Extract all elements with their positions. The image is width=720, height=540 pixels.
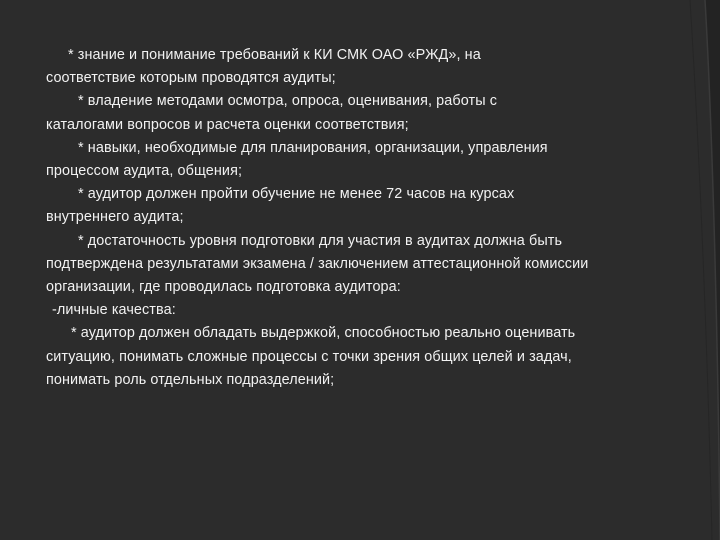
text-line-15: понимать роль отдельных подразделений; (46, 371, 335, 388)
slide-text-body (46, 44, 686, 392)
text-line-10: подтверждена результатами экзамена / заключением аттестационной комиссии (46, 255, 589, 272)
text-line-4: каталогами вопросов и расчета оценки соответствия; (46, 116, 409, 133)
text-line-7: * аудитор должен пройти обучение не менее 72 часов на курсах (78, 186, 515, 203)
text-line-1: * знание и понимание требований к КИ СМК ОАО «РЖД», на (68, 47, 481, 63)
text-line-13: * аудитор должен обладать выдержкой, способностью реально оценивать (71, 325, 576, 342)
text-line-14: ситуацию, понимать сложные процессы с точки зрения общих целей и задач, (46, 348, 572, 365)
text-line-12: -личные качества: (52, 302, 176, 319)
text-line-11: организации, где проводилась подготовка аудитора: (46, 279, 401, 296)
text-line-6: процессом аудита, общения; (46, 163, 243, 180)
text-line-3: * владение методами осмотра, опроса, оценивания, работы с (78, 93, 498, 110)
text-line-2: соответствие которым проводятся аудиты; (46, 70, 336, 87)
text-line-5: * навыки, необходимые для планирования, организации, управления (78, 139, 548, 156)
text-line-9: * достаточность уровня подготовки для участия в аудитах должна быть (78, 232, 563, 249)
text-line-8: внутреннего аудита; (46, 209, 184, 226)
